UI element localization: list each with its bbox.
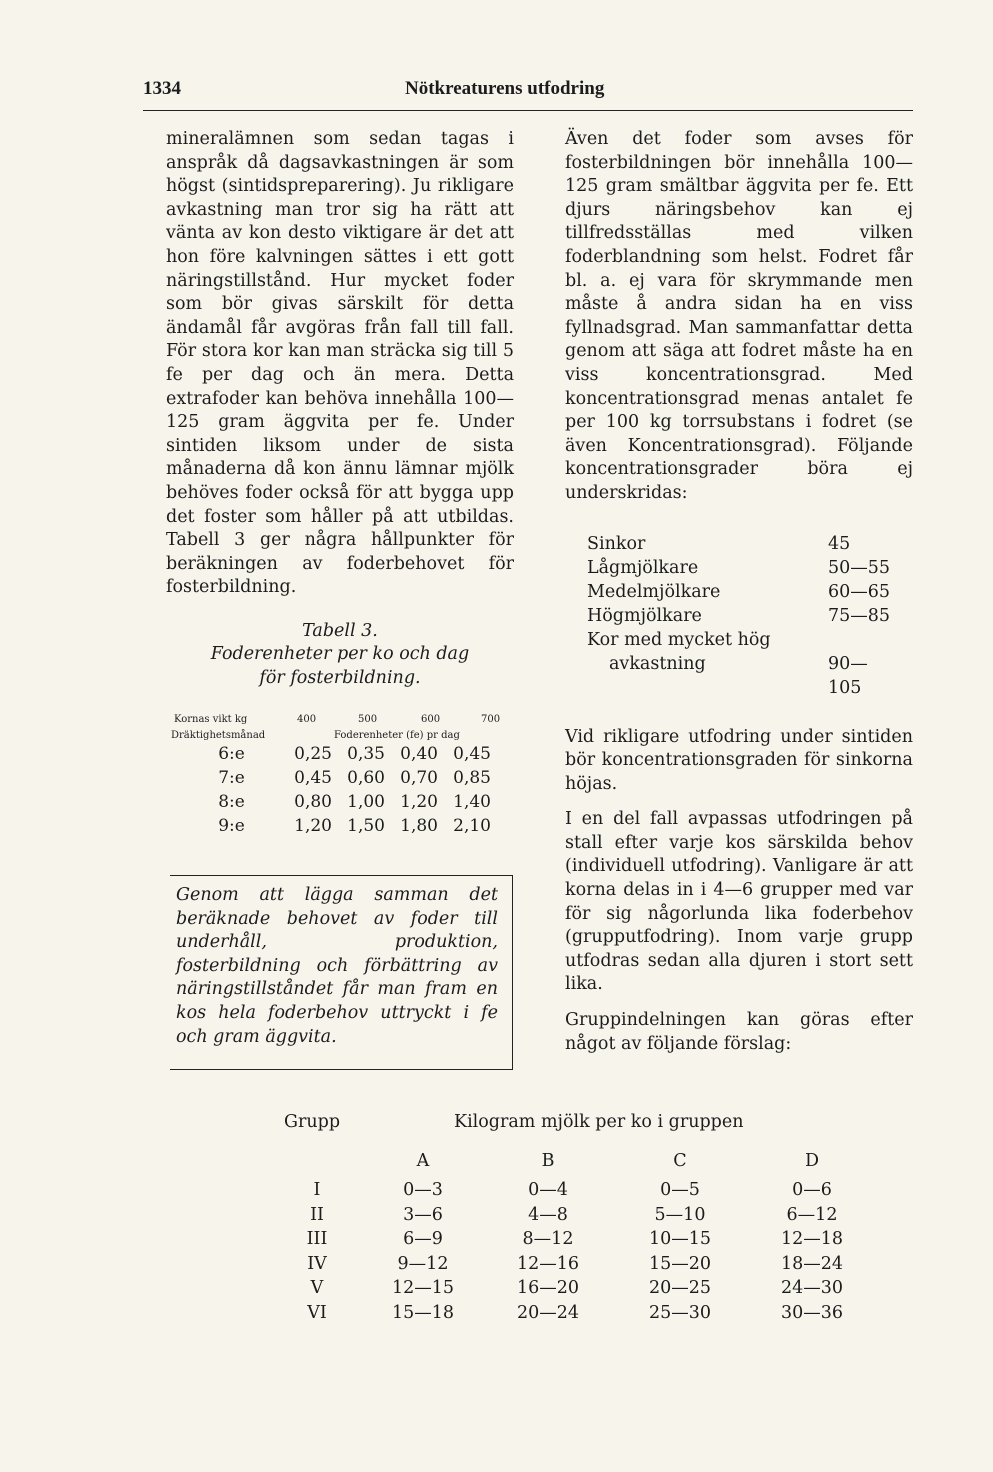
group-table [270, 1144, 878, 1325]
left-column [166, 128, 514, 839]
table-row: A B C D [416, 1151, 820, 1171]
page-header [143, 76, 913, 111]
summary-text: Genom att lägga samman det beräknade behovet av foder till underhåll, produktion, fosterbildning och förbättring av näringstillståndet får man fram en kos hela foderbehov uttryckt i fe och gram äggvita. [176, 885, 498, 1047]
right-paragraph-4: Gruppindelningen kan göras efter något av följande förslag: [565, 1010, 913, 1054]
table-row: IV 9—12 12—16 15—20 18—24 [307, 1253, 844, 1274]
table-row: I 0—3 0—4 0—5 0—6 [313, 1180, 832, 1201]
weight-label: Kornas vikt kg [174, 713, 248, 725]
left-paragraph: mineralämnen som sedan tagas i anspråk då dagsavkastningen är som högst (sintidspreparering). Ju rikligare avkastning man tror sig ha rätt att vänta av kon desto viktigare är det att hon före kalvningen sättes i ett gott näringstillstånd. Hur mycket foder som bör givas särskilt för detta ändamål får avgöras från fall till fall. För stora kor kan man sträcka sig till 5 fe per dag och än mera. Detta extrafoder kan behöva innehålla 100—125 gram äggvita per fe. Under sintiden liksom under de sista månaderna då kon ännu lämnar mjölk behöves foder också för att bygga upp det foster som håller på att utbildas. Tabell 3 ger några hållpunkter för beräkningen av foderbehovet för fosterbildning. [166, 129, 514, 598]
table3-header [166, 713, 514, 743]
table-row: Sinkor 45 [587, 533, 851, 554]
table-row: V 12—15 16—20 20—25 24—30 [310, 1278, 844, 1299]
weight-500: 500 [358, 713, 378, 725]
table-row: 7:e 0,45 0,60 0,70 0,85 [218, 767, 491, 788]
weight-400: 400 [297, 713, 317, 725]
running-title: Nötkreaturens utfodring [405, 78, 605, 99]
month-label: Dräktighetsmånad [171, 729, 266, 741]
table-row: II 3—6 4—8 5—10 6—12 [310, 1204, 838, 1225]
table3-title-line2: för fosterbildning. [259, 668, 421, 689]
table3-title-line1: Foderenheter per ko och dag [210, 644, 470, 665]
table-row: Kor med mycket hög [587, 629, 771, 650]
table-row: avkastning 90—105 [609, 653, 868, 698]
right-paragraph-2: Vid rikligare utfodring under sintiden bör koncentrationsgraden för sinkorna höjas. [565, 726, 913, 794]
table-row: Högmjölkare 75—85 [587, 605, 891, 626]
group-table-section [270, 1112, 890, 1325]
table3-label: Tabell 3. [302, 620, 378, 641]
page-number: 1334 [143, 78, 181, 99]
group-table-caption: Kilogram mjölk per ko i gruppen [454, 1112, 744, 1132]
right-paragraph-1: Även det foder som avses för fosterbildningen bör innehålla 100—125 gram smältbar äggvita per fe. Ett djurs näringsbehov kan ej tillfredsställas med vilken foderblandning som helst. Fodret får bl. a. ej vara för skrymmande men måste å andra sidan ha en viss fyllnadsgrad. Man sammanfattar detta genom att säga att fodret måste ha en viss koncentrationsgrad. Med koncentrationsgrad menas antalet fe per 100 kg torrsubstans i fodret (se även Koncentrationsgrad). Följande koncentrationsgrader böra ej underskridas: [565, 129, 913, 503]
group-label: Grupp [284, 1112, 341, 1132]
table-row: 6:e 0,25 0,35 0,40 0,45 [218, 743, 491, 764]
summary-box [170, 875, 513, 1070]
table-row: 8:e 0,80 1,00 1,20 1,40 [218, 791, 491, 812]
table3 [166, 743, 491, 839]
table-row: VI 15—18 20—24 25—30 30—36 [307, 1302, 844, 1323]
group-table-header [270, 1112, 890, 1144]
right-column [565, 128, 913, 1056]
table-row: 9:e 1,20 1,50 1,80 2,10 [218, 815, 491, 836]
right-paragraph-3: I en del fall avpassas utfodringen på stall efter varje kos särskilda behov (individuell utfodring). Vanligare är att korna delas in i 4—6 grupper med var för sig någorlunda lika foderbehov (grupputfodring). Inom varje grupp utfodras sedan alla djuren i stort sett lika. [565, 809, 913, 995]
weight-700: 700 [481, 713, 501, 725]
unit-label: Foderenheter (fe) pr dag [334, 729, 460, 741]
concentration-table [587, 532, 898, 700]
weight-600: 600 [421, 713, 441, 725]
table-row: Medelmjölkare 60—65 [587, 581, 891, 602]
table-row: Lågmjölkare 50—55 [587, 557, 891, 578]
table-row: III 6—9 8—12 10—15 12—18 [306, 1229, 844, 1250]
